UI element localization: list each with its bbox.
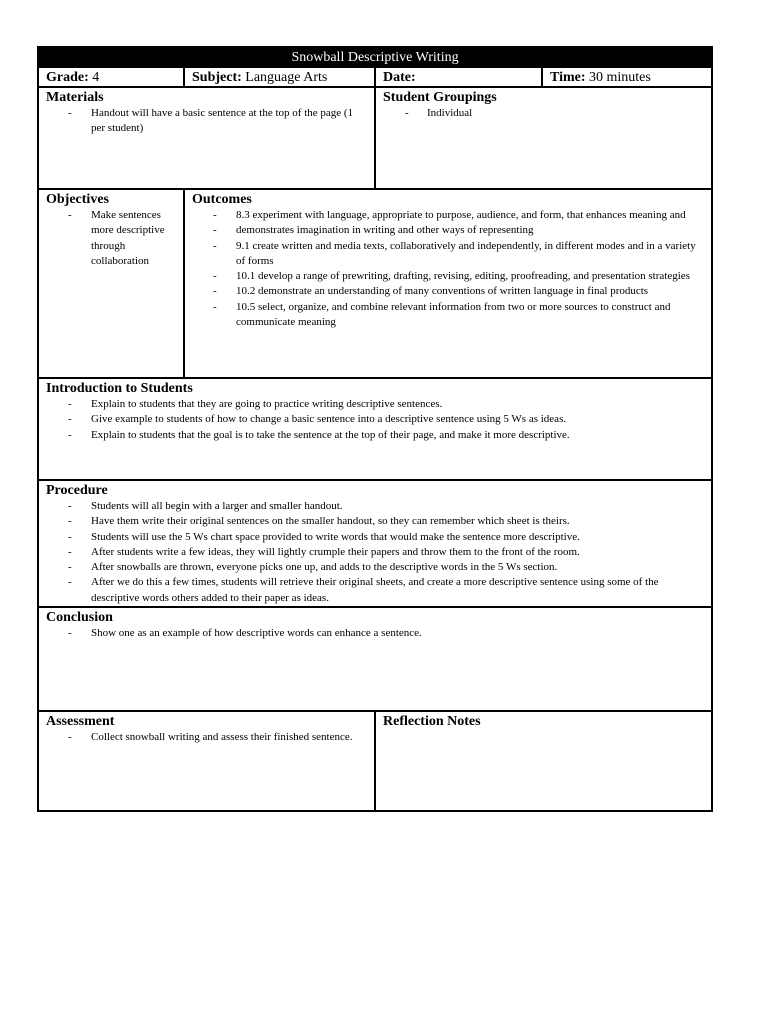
subject-value: Language Arts (245, 70, 328, 85)
conclusion-row (38, 607, 712, 711)
outcomes-cell (184, 189, 712, 378)
materials-row (38, 87, 712, 189)
objectives-cell (38, 189, 184, 378)
groupings-heading: Student Groupings (383, 90, 497, 105)
list-item: - Explain to students that the goal is to take the sentence at the top of their page, and make it more descriptive. (46, 428, 703, 443)
list-item: - Explain to students that they are going to practice writing descriptive sentences. (46, 397, 703, 412)
time-label: Time: (550, 70, 586, 85)
grade-value: 4 (92, 70, 100, 85)
list-item: - demonstrates imagination in writing and other ways of representing (192, 223, 703, 238)
lesson-plan-sheet (37, 46, 711, 812)
title-row (38, 47, 712, 67)
date-cell (375, 67, 542, 87)
conclusion-heading: Conclusion (46, 610, 113, 626)
list-item: - After we do this a few times, students will retrieve their original sheets, and create a more descriptive sentence using some of the descriptive words others added to their paper as ideas. (46, 575, 703, 606)
outcomes-heading: Outcomes (192, 192, 252, 207)
materials-list (46, 106, 374, 137)
assessment-row (38, 711, 712, 811)
subject-label: Subject: (192, 70, 242, 85)
groupings-cell (375, 87, 712, 189)
objectives-row (38, 189, 712, 378)
info-row (38, 67, 712, 87)
assessment-cell (38, 711, 375, 811)
lesson-plan-table (37, 46, 713, 812)
procedure-cell (38, 480, 712, 607)
procedure-row (38, 480, 712, 607)
time-cell (542, 67, 712, 87)
list-item: - 9.1 create written and media texts, collaboratively and independently, in different modes and in a variety of forms (192, 239, 703, 270)
subject-cell (184, 67, 375, 87)
procedure-list (46, 499, 711, 606)
objectives-heading: Objectives (46, 192, 109, 207)
materials-cell (38, 87, 375, 189)
groupings-list (383, 106, 711, 121)
outcomes-list (192, 208, 711, 330)
reflection-cell (375, 711, 712, 811)
date-label: Date: (383, 70, 416, 85)
grade-label: Grade: (46, 70, 89, 85)
list-item: - Collect snowball writing and assess their finished sentence. (46, 730, 366, 745)
list-item: - Have them write their original sentences on the smaller handout, so they can remember which sheet is theirs. (46, 514, 703, 529)
conclusion-list (46, 626, 711, 641)
introduction-heading: Introduction to Students (46, 381, 193, 396)
list-item: - 10.2 demonstrate an understanding of many conventions of written language in final products (192, 284, 703, 299)
introduction-list (46, 397, 711, 443)
list-item: - After snowballs are thrown, everyone picks one up, and adds to the descriptive words in the 5 Ws section. (46, 560, 703, 575)
objectives-list (46, 208, 183, 269)
list-item: - Make sentences more descriptive through collaboration (46, 208, 175, 269)
introduction-cell (38, 378, 712, 480)
assessment-heading: Assessment (46, 714, 115, 730)
list-item: - Show one as an example of how descriptive words can enhance a sentence. (46, 626, 703, 641)
reflection-heading: Reflection Notes (383, 714, 481, 730)
materials-heading: Materials (46, 90, 104, 105)
list-item: - Individual (383, 106, 703, 121)
list-item: - After students write a few ideas, they will lightly crumple their papers and throw them to the front of the room. (46, 545, 703, 560)
list-item: - 8.3 experiment with language, appropriate to purpose, audience, and form, that enhances meaning and (192, 208, 703, 223)
list-item: - Students will all begin with a larger and smaller handout. (46, 499, 703, 514)
list-item: - 10.5 select, organize, and combine relevant information from two or more sources to construct and communicate meaning (192, 300, 703, 331)
assessment-list (46, 730, 374, 745)
conclusion-cell (38, 607, 712, 711)
list-item: - 10.1 develop a range of prewriting, drafting, revising, editing, proofreading, and presentation strategies (192, 269, 703, 284)
list-item: - Give example to students of how to change a basic sentence into a descriptive sentence using 5 Ws as ideas. (46, 412, 703, 427)
list-item: - Handout will have a basic sentence at the top of the page (1 per student) (46, 106, 366, 137)
grade-cell (38, 67, 184, 87)
list-item: - Students will use the 5 Ws chart space provided to write words that would make the sentence more descriptive. (46, 530, 703, 545)
introduction-row (38, 378, 712, 480)
lesson-title: Snowball Descriptive Writing (38, 47, 712, 67)
procedure-heading: Procedure (46, 483, 108, 498)
time-value: 30 minutes (589, 70, 651, 85)
